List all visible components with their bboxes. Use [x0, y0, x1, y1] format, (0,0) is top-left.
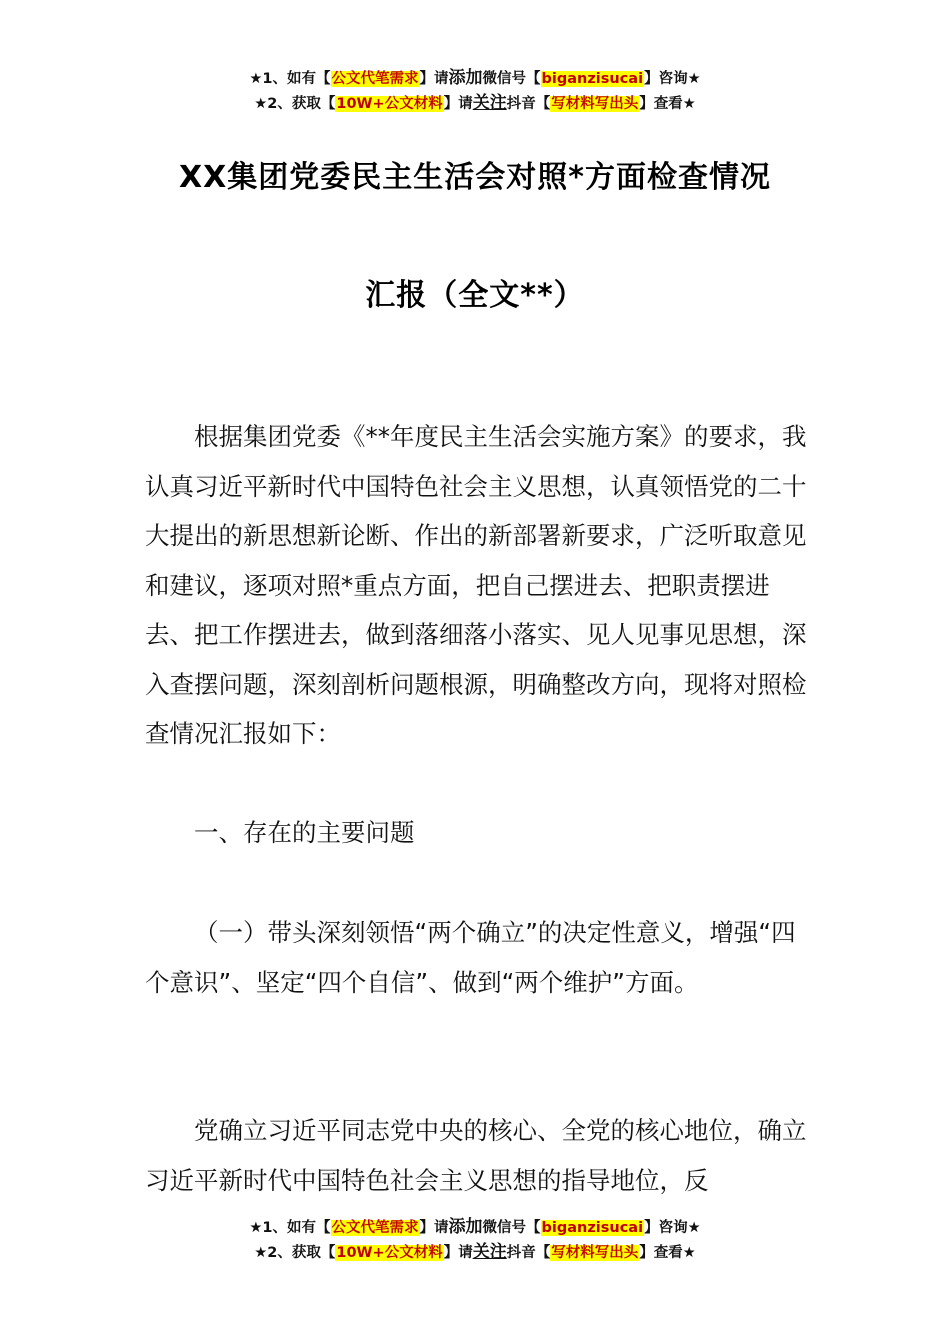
banner-text: ★1、如有【 — [249, 71, 331, 87]
highlight-wechat-id: biganzisucai — [541, 71, 644, 87]
banner-text: 】查看★ — [639, 96, 696, 112]
highlight-wechat-id: biganzisucai — [541, 1220, 644, 1236]
banner-text: 微信号【 — [482, 71, 541, 87]
banner-text: 微信号【 — [482, 1220, 541, 1236]
banner-emphasis: 关注 — [472, 93, 507, 113]
banner-text: 】请 — [419, 1220, 449, 1236]
banner-text: ★2、获取【 — [254, 96, 336, 112]
banner-text: 】咨询★ — [644, 1220, 701, 1236]
highlight-service: 公文代笔需求 — [331, 1220, 419, 1236]
paragraph-text: （一）带头深刻领悟“两个确立”的决定性意义，增强“四个意识”、坚定“四个自信”、做到“两个维护”方面。 — [145, 918, 796, 997]
banner-emphasis: 添加 — [448, 68, 483, 88]
top-banner — [0, 66, 950, 116]
banner-line-2 — [0, 1240, 950, 1265]
banner-text: 】请 — [419, 71, 449, 87]
banner-text: 】请 — [443, 96, 473, 112]
paragraph-text: 党确立习近平同志党中央的核心、全党的核心地位，确立习近平新时代中国特色社会主义思想的指导地位，反 — [145, 1116, 807, 1195]
banner-line-1 — [0, 66, 950, 91]
banner-text: 抖音【 — [506, 96, 551, 112]
body-paragraph-3 — [145, 1106, 810, 1205]
banner-line-2 — [0, 91, 950, 116]
banner-text: 】请 — [443, 1245, 473, 1261]
highlight-materials: 10W+公文材料 — [336, 1245, 443, 1261]
banner-emphasis: 添加 — [448, 1217, 483, 1237]
highlight-douyin-id: 写材料写出头 — [551, 1245, 639, 1261]
section-heading-1 — [145, 808, 810, 858]
body-paragraph-1 — [145, 412, 810, 759]
banner-line-1 — [0, 1215, 950, 1240]
paragraph-text: 根据集团党委《**年度民主生活会实施方案》的要求，我认真习近平新时代中国特色社会主义思想，认真领悟党的二十大提出的新思想新论断、作出的新部署新要求，广泛听取意见和建议，逐项对照*重点方面，把自己摆进去、把职责摆进去、把工作摆进去，做到落细落小落实、见人见事见思想，深入查摆问题，深刻剖析问题根源，明确整改方向，现将对照检查情况汇报如下： — [145, 422, 807, 748]
banner-text: 】咨询★ — [644, 71, 701, 87]
banner-text: 抖音【 — [506, 1245, 551, 1261]
highlight-materials: 10W+公文材料 — [336, 96, 443, 112]
document-title-line-2: 汇报（全文**） — [365, 278, 585, 313]
highlight-service: 公文代笔需求 — [331, 71, 419, 87]
banner-text: 】查看★ — [639, 1245, 696, 1261]
document-title-line-1: XX集团党委民主生活会对照*方面检查情况 — [179, 160, 771, 195]
body-paragraph-2 — [145, 908, 810, 1007]
banner-text: ★2、获取【 — [254, 1245, 336, 1261]
bottom-banner — [0, 1215, 950, 1265]
banner-emphasis: 关注 — [472, 1242, 507, 1262]
banner-text: ★1、如有【 — [249, 1220, 331, 1236]
highlight-douyin-id: 写材料写出头 — [551, 96, 639, 112]
heading-text: 一、存在的主要问题 — [194, 818, 415, 847]
